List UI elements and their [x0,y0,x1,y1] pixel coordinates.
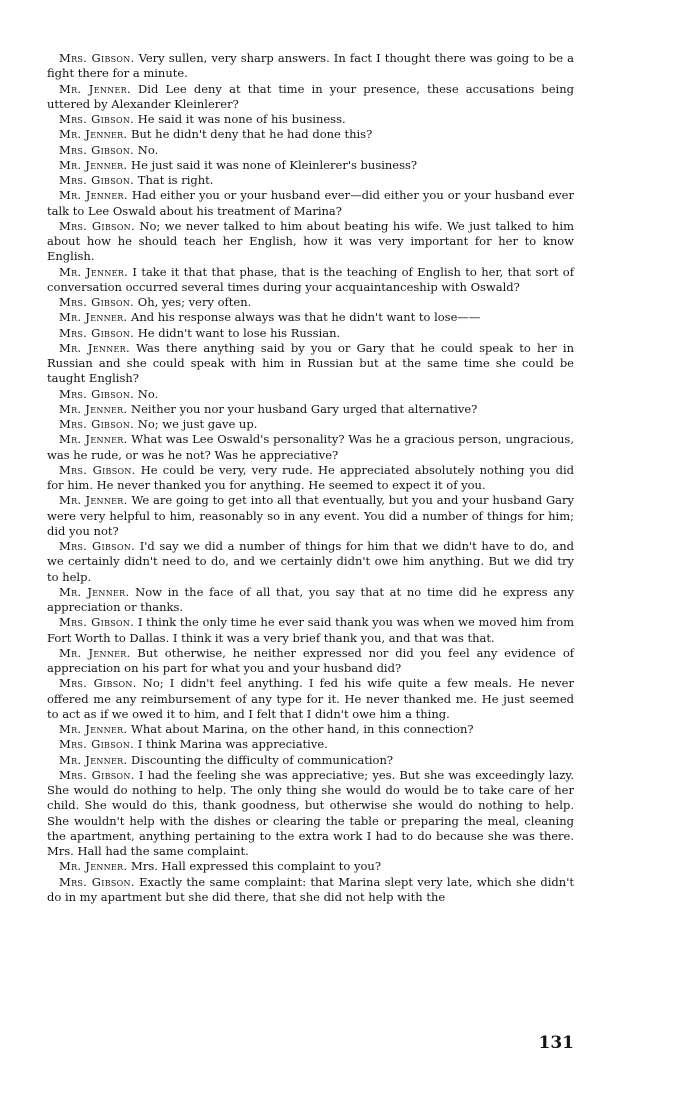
transcript-paragraph [47,737,574,752]
transcript-paragraph [47,82,574,113]
speaker-label: Mr. Jenner. [59,310,128,325]
transcript-paragraph [47,158,574,173]
speaker-label: Mrs. Gibson. [59,737,135,752]
speaker-label: Mr. Jenner. [59,432,128,447]
transcript-paragraph [47,722,574,737]
speech-text: Mrs. Hall expressed this complaint to you? [127,859,381,874]
speech-text: Exactly the same complaint: that Marina slept very late, which she didn't do in my apartment but she did there, that she did not help with the [47,874,574,904]
speaker-label: Mrs. Gibson. [59,112,135,126]
speech-text: He could be very, very rude. He appreciated absolutely nothing you did for him. He never thanked you for anything. He seemed to expect it of you. [47,462,574,492]
speech-text: What was Lee Oswald's personality? Was he a gracious person, ungracious, was he rude, or was he not? Was he appreciative? [47,432,574,462]
speech-text: He just said it was none of Kleinlerer's business? [127,157,418,172]
speaker-label: Mrs. Gibson. [59,173,135,187]
transcript-paragraph [47,768,574,860]
speech-text: Very sullen, very sharp answers. In fact I thought there was going to be a fight there for a minute. [47,51,574,81]
transcript-paragraph [47,173,574,188]
transcript-paragraph [47,295,574,310]
speech-text: No; I didn't feel anything. I fed his wife quite a few meals. He never offered me any reimbursement of any type for it. He never thanked me. He just seemed to act as if we owed it to him, and I felt that I didn't owe him a thing. [47,676,574,721]
speaker-label: Mr. Jenner. [59,81,131,96]
transcript-paragraph [47,753,574,768]
speech-text: Now in the face of all that, you say that at no time did he express any appreciation or thanks. [47,584,574,614]
speaker-label: Mr. Jenner. [59,157,128,172]
speech-text: Neither you nor your husband Gary urged that alternative? [127,401,478,416]
speech-text: Was there anything said by you or Gary that he could speak to her in Russian and she could speak with him in Russian but at the same time she could be taught English? [47,340,574,386]
speech-text: That is right. [134,173,214,187]
speaker-label: Mr. Jenner. [59,127,128,142]
speaker-label: Mrs. Gibson. [59,539,136,553]
transcript-paragraph [47,326,574,341]
speaker-label: Mr. Jenner. [59,188,128,203]
speech-text: Oh, yes; very often. [134,295,252,309]
speaker-label: Mrs. Gibson. [59,417,135,431]
speaker-label: Mrs. Gibson. [59,295,135,309]
speech-text: I take it that that phase, that is the teaching of English to her, that sort of conversation occurred several times during your acquaintanceship with Oswald? [47,264,574,294]
speaker-label: Mr. Jenner. [59,752,128,767]
speaker-label: Mr. Jenner. [59,401,128,416]
speaker-label: Mrs. Gibson. [59,615,135,630]
transcript-paragraph [47,127,574,142]
transcript-paragraph [47,463,574,494]
transcript-paragraph [47,646,574,677]
speech-text: No; we never talked to him about beating his wife. We just talked to him about how he should teach her English, how it was very important for her to know English. [47,218,574,264]
transcript-paragraph [47,539,574,585]
speaker-label: Mr. Jenner. [59,722,128,736]
transcript-paragraph [47,432,574,463]
speech-text: We are going to get into all that eventually, but you and your husband Gary were very helpful to him, reasonably so in any event. You did a number of things for him; did you not? [47,493,574,538]
speaker-label: Mr. Jenner. [59,493,128,508]
transcript-paragraph [47,112,574,127]
speaker-label: Mrs. Gibson. [59,676,137,691]
speech-text: I think the only time he ever said thank you was when we moved him from Fort Worth to Dallas. I think it was a very brief thank you, and that was that. [47,615,574,645]
transcript-paragraph [47,615,574,646]
speaker-label: Mr. Jenner. [59,264,129,279]
transcript-paragraph [47,585,574,616]
transcript-paragraph [47,402,574,417]
speech-text: And his response always was that he didn't want to lose—— [127,310,481,325]
speech-text: I had the feeling she was appreciative; yes. But she was exceedingly lazy. She would do nothing to help. The only thing she would do would be to take care of her child. She would do this, thank goodness, but otherwise she would do nothing to help. She wouldn't help with the dishes or clearing the table or preparing the meal, cleaning the apartment, anything pertaining to the extra work I had to do because she was there. Mrs. Hall had the same complaint. [47,767,574,858]
speech-text: What about Marina, on the other hand, in this connection? [127,722,474,736]
speech-text: But he didn't deny that he had done this? [127,127,373,142]
speaker-label: Mr. Jenner. [59,584,130,599]
speech-text: He said it was none of his business. [134,112,346,126]
transcript-paragraph [47,219,574,265]
transcript-paragraph [47,188,574,219]
transcript-paragraph [47,875,574,906]
transcript-paragraph [47,341,574,387]
transcript-paragraph [47,493,574,539]
speaker-label: Mrs. Gibson. [59,51,135,65]
speaker-label: Mrs. Gibson. [59,386,135,401]
speaker-label: Mr. Jenner. [59,645,131,660]
speech-text: Had either you or your husband ever—did either you or your husband ever talk to Lee Oswald about his treatment of Marina? [47,188,574,218]
transcript-paragraph [47,143,574,158]
speech-text: I'd say we did a number of things for him that we didn't have to do, and we certainly didn't need to do, and we certainly didn't owe him anything. But we did try to help. [47,539,574,584]
speaker-label: Mrs. Gibson. [59,462,136,477]
speech-text: No; we just gave up. [134,417,258,431]
speech-text: No. [134,142,159,157]
speaker-label: Mrs. Gibson. [59,767,135,782]
speaker-label: Mrs. Gibson. [59,142,135,157]
speaker-label: Mr. Jenner. [59,340,130,355]
transcript-paragraph [47,387,574,402]
transcript-paragraph [47,265,574,296]
transcript-paragraph [47,676,574,722]
transcript-paragraph [47,51,574,82]
speaker-label: Mrs. Gibson. [59,218,135,233]
transcript-paragraph [47,859,574,874]
speech-text: But otherwise, he neither expressed nor did you feel any evidence of appreciation on his part for what you and your husband did? [47,645,574,675]
transcript-paragraph [47,417,574,432]
speech-text: No. [134,386,159,401]
speech-text: Did Lee deny at that time in your presence, these accusations being uttered by Alexander Kleinlerer? [47,81,574,111]
speech-text: I think Marina was appreciative. [134,737,328,752]
speech-text: Discounting the difficulty of communication? [127,752,394,767]
speaker-label: Mrs. Gibson. [59,874,135,889]
speech-text: He didn't want to lose his Russian. [134,325,341,340]
page-number: 131 [538,1033,574,1053]
speaker-label: Mrs. Gibson. [59,325,135,340]
transcript-body [47,51,574,905]
transcript-paragraph [47,310,574,325]
speaker-label: Mr. Jenner. [59,859,128,874]
